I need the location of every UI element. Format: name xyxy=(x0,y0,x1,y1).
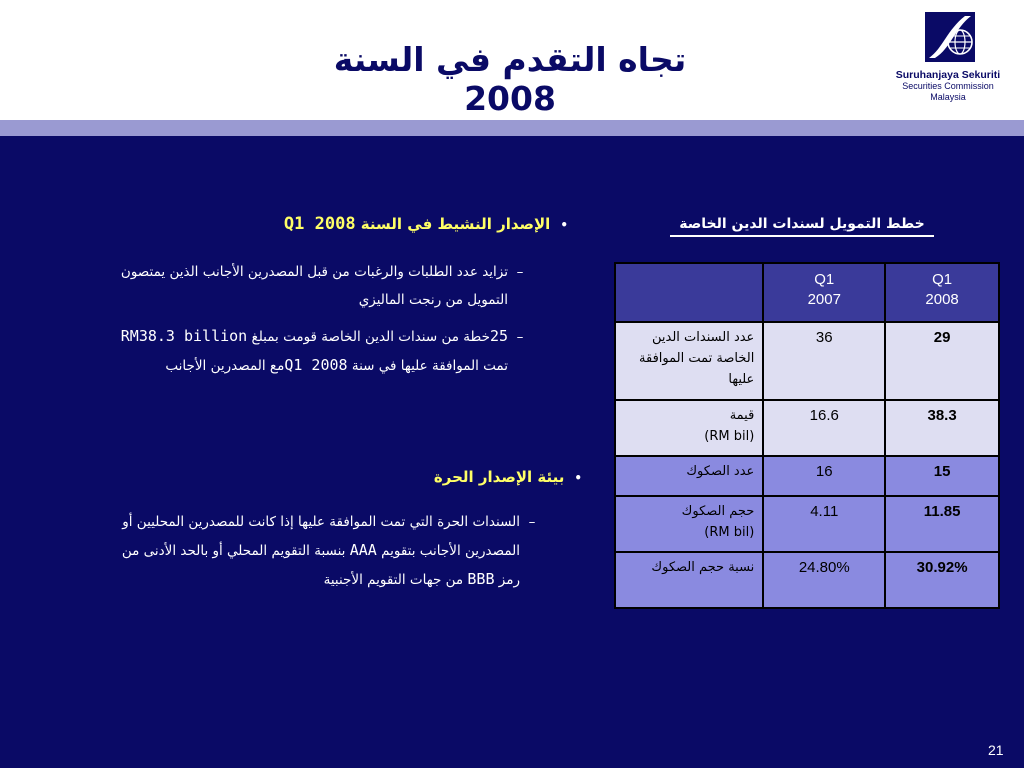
cell-q1-2008: 29 xyxy=(885,322,999,400)
table-row xyxy=(615,496,999,552)
row-label-unit: (RM bil) xyxy=(704,525,755,540)
cell-q1-2008: 11.85 xyxy=(885,496,999,552)
section1-item1 xyxy=(62,258,532,314)
slide-header xyxy=(0,0,1024,120)
section1-item2-count: 25 xyxy=(489,327,508,345)
header-q1-2007 xyxy=(763,263,885,322)
table-row xyxy=(615,456,999,496)
row-label-text: نسبة حجم الصكوك xyxy=(651,560,755,575)
cell-q1-2007: 4.11 xyxy=(763,496,885,552)
section1-item1-line1: تزايد عدد الطلبات والرغبات من قبل المصدرين الأجانب الذين يمتصون xyxy=(120,264,508,280)
header-stripe xyxy=(0,120,1024,136)
section2-item-line3-b: من جهات التقويم الأجنبية xyxy=(323,572,468,588)
cell-q1-2007: 36 xyxy=(763,322,885,400)
dash-marker: – xyxy=(516,264,524,280)
funding-table xyxy=(614,262,1000,609)
section1-heading-text: الإصدار النشيط في السنة xyxy=(355,215,551,233)
section1-item2-line1-text: خطة من سندات الدين الخاصة قومت بمبلغ xyxy=(247,329,490,345)
logo-line-2: Securities Commission xyxy=(902,81,994,91)
cell-q1-2007: 16.6 xyxy=(763,400,885,456)
section1-item2-amount: RM38.3 billion xyxy=(120,327,248,345)
table-corner-cell xyxy=(615,263,763,322)
section2-heading xyxy=(434,468,582,486)
globe-sail-icon xyxy=(925,12,975,62)
logo-line-1: Suruhanjaya Sekuriti xyxy=(895,69,1001,81)
section1-item2-period: Q1 2008 xyxy=(284,356,348,374)
slide-title: تجاه التقدم في السنة 2008 xyxy=(333,40,687,118)
cell-q1-2007: 16 xyxy=(763,456,885,496)
header-q1-2007-line2: 2007 xyxy=(807,291,841,308)
row-label xyxy=(615,400,763,456)
rating-aaa: AAA xyxy=(349,541,377,559)
row-label-unit: (RM bil) xyxy=(704,429,755,444)
table-row xyxy=(615,322,999,400)
bullet-icon: • xyxy=(560,218,568,232)
section2-item-line1: السندات الحرة التي تمت الموافقة عليها إذا كانت للمصدرين المحليين أو xyxy=(122,514,520,530)
cell-q1-2008: 38.3 xyxy=(885,400,999,456)
dash-marker: – xyxy=(528,514,536,530)
section2-item-line3-a: رمز xyxy=(494,572,520,588)
section1-item2-line2-a: تمت الموافقة عليها في سنة xyxy=(347,358,508,374)
header-q1-2008 xyxy=(885,263,999,322)
row-label xyxy=(615,496,763,552)
table-title: خطط التمويل لسندات الدين الخاصة xyxy=(670,216,934,237)
cell-q1-2008: 30.92% xyxy=(885,552,999,608)
logo-line-3: Malaysia xyxy=(930,92,966,102)
section2-item xyxy=(54,508,544,594)
row-label xyxy=(615,456,763,496)
row-label xyxy=(615,322,763,400)
row-label-text: حجم الصكوك xyxy=(681,504,755,519)
header-q1-2007-line1: Q1 xyxy=(814,271,835,288)
page-number: 21 xyxy=(988,742,1004,758)
bullet-icon: • xyxy=(574,471,582,485)
section1-heading xyxy=(284,214,568,234)
dash-marker: – xyxy=(516,329,524,345)
section1-item1-line2: التمويل من رنجت الماليزي xyxy=(358,292,508,308)
row-label-text: عدد السندات الدين الخاصة تمت الموافقة عليها xyxy=(639,330,755,387)
table-row xyxy=(615,400,999,456)
row-label-text: قيمة xyxy=(729,408,755,423)
section2-item-line2-a: المصدرين الأجانب بتقويم xyxy=(376,543,520,559)
table-header-row xyxy=(615,263,999,322)
header-q1-2008-line1: Q1 xyxy=(932,271,953,288)
row-label xyxy=(615,552,763,608)
section1-item2-line2-b: مع المصدرين الأجانب xyxy=(165,358,285,374)
table-row xyxy=(615,552,999,608)
row-label-text: عدد الصكوك xyxy=(686,464,755,479)
cell-q1-2008: 15 xyxy=(885,456,999,496)
rating-bbb: BBB xyxy=(467,570,495,588)
logo-text xyxy=(893,70,1003,103)
cell-q1-2007: 24.80% xyxy=(763,552,885,608)
section2-heading-text: بيئة الإصدار الحرة xyxy=(433,468,565,486)
section1-heading-period: Q1 2008 xyxy=(283,214,356,234)
header-q1-2008-line2: 2008 xyxy=(925,291,959,308)
section2-item-line2-b: بنسبة التقويم المحلي أو بالحد الأدنى من xyxy=(121,543,350,559)
section1-item2 xyxy=(52,322,532,380)
